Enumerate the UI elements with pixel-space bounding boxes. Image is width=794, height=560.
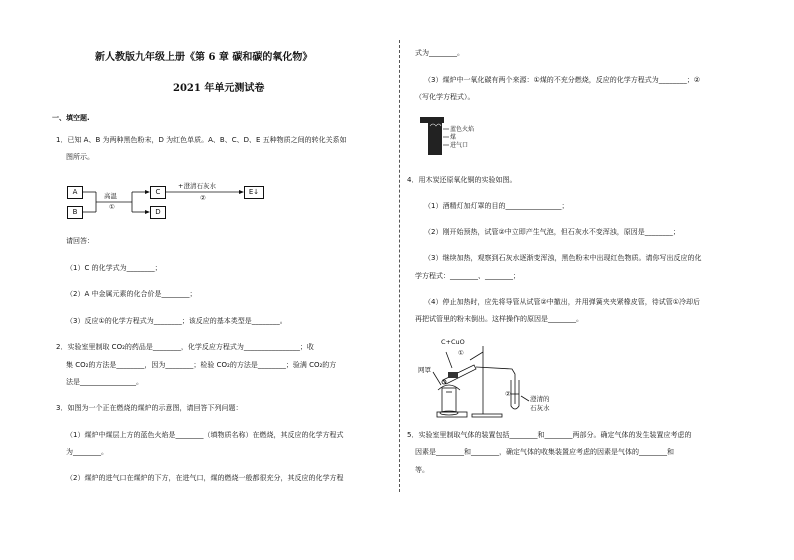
stove-label-air-inlet: 进气口 [450, 142, 469, 149]
q4-sub2: （2）刚开始预热，试管②中立即产生气泡，但石灰水不变浑浊，原因是________； [424, 228, 680, 236]
q3-sub3-line1: （3）煤炉中一氧化碳有两个来源：①煤的不充分燃烧，反应的化学方程式为________；② [424, 76, 701, 84]
q3-sub3-line2: （写化学方程式）。 [415, 93, 475, 101]
reaction-number-2: ② [200, 194, 206, 202]
section-heading: 一、填空题. [52, 114, 90, 122]
q3-sub1-line2: 为________。 [66, 448, 108, 456]
condition-limewater: +澄清石灰水 [178, 182, 216, 190]
q1-prompt: 请回答： [66, 237, 94, 245]
apparatus-label-clear: 澄清的 [530, 395, 550, 403]
q2-line2: 集 CO₂的方法是________，因为________；检验 CO₂的方法是________；验满 CO₂的方 [66, 361, 337, 369]
box-a: A [67, 186, 83, 199]
q1-sub2: （2）A 中金属元素的化合价是________； [66, 290, 197, 298]
box-d: D [150, 206, 166, 219]
apparatus-label-tube1: ① [458, 349, 464, 357]
q5-line1: 5．实验室里制取气体的装置包括________和________两部分。确定气体的发生装置应考虑的 [407, 431, 692, 439]
q5-line3: 等。 [415, 466, 429, 474]
q2-line1: 2．实验室里制取 CO₂的药品是________，化学反应方程式为________________；收 [56, 343, 314, 351]
q1-line2: 图所示。 [66, 153, 94, 161]
q4-sub1: （1）酒精灯加灯罩的目的________________； [424, 202, 569, 210]
q4-sub3-line1: （3）继续加热，观察到石灰水逐渐变浑浊，黑色粉末中出现红色物质。请你写出反应的化 [424, 254, 702, 262]
q2-line3: 法是________________。 [66, 378, 143, 386]
q4-sub4-line1: （4）停止加热时，应先将导管从试管②中撤出，并用弹簧夹夹紧橡皮管，待试管①冷却后 [424, 298, 701, 306]
q5-line2: 因素是________和________，确定气体的收集装置应考虑的因素是气体的________和 [415, 448, 674, 456]
q3-sub2-line1: （2）煤炉的进气口在煤炉的下方，在进气口，煤的燃烧一般都很充分，其反应的化学方程 [66, 474, 344, 482]
box-b: B [67, 206, 83, 219]
q4-sub4-line2: 再把试管里的粉末倒出。这样操作的原因是________。 [415, 315, 583, 323]
box-e: E↓ [244, 186, 264, 199]
stove-label-coal: 煤 [450, 134, 457, 141]
reaction-number-1: ① [109, 203, 115, 211]
apparatus-label-limewater: 石灰水 [530, 404, 550, 412]
condition-high-temp: 高温 [104, 192, 117, 200]
apparatus-label-c-cuo: C+CuO [441, 338, 465, 346]
apparatus-label-tube2: ② [505, 390, 511, 398]
q3-line1: 3．如图为一个正在燃烧的煤炉的示意图，请回答下列问题： [56, 404, 243, 412]
apparatus-label-gauze: 网罩 [418, 366, 431, 374]
q3-sub2-line2: 式为________。 [415, 49, 464, 57]
document-title: 新人教版九年级上册《第 6 章 碳和碳的氧化物》 [95, 52, 313, 63]
q1-line1: 1．已知 A、B 为两种黑色粉末，D 为红色单质。A、B、C、D、E 五种物质之间的转化关系如 [56, 136, 347, 144]
document-subtitle: 2021 年单元测试卷 [173, 83, 265, 94]
q4-sub3-line2: 学方程式：________、________； [415, 272, 520, 280]
q1-sub3: （3）反应①的化学方程式为________；该反应的基本类型是________。 [66, 317, 287, 325]
stove-label-blue-flame: 蓝色火焰 [450, 126, 475, 133]
q1-sub1: （1）C 的化学式为________； [66, 264, 162, 272]
q3-sub1-line1: （1）煤炉中煤层上方的蓝色火焰是________（填物质名称）在燃烧，其反应的化学方程式 [66, 431, 344, 439]
q4-line1: 4．用木炭还原氧化铜的实验如图。 [407, 176, 517, 184]
box-c: C [150, 186, 166, 199]
